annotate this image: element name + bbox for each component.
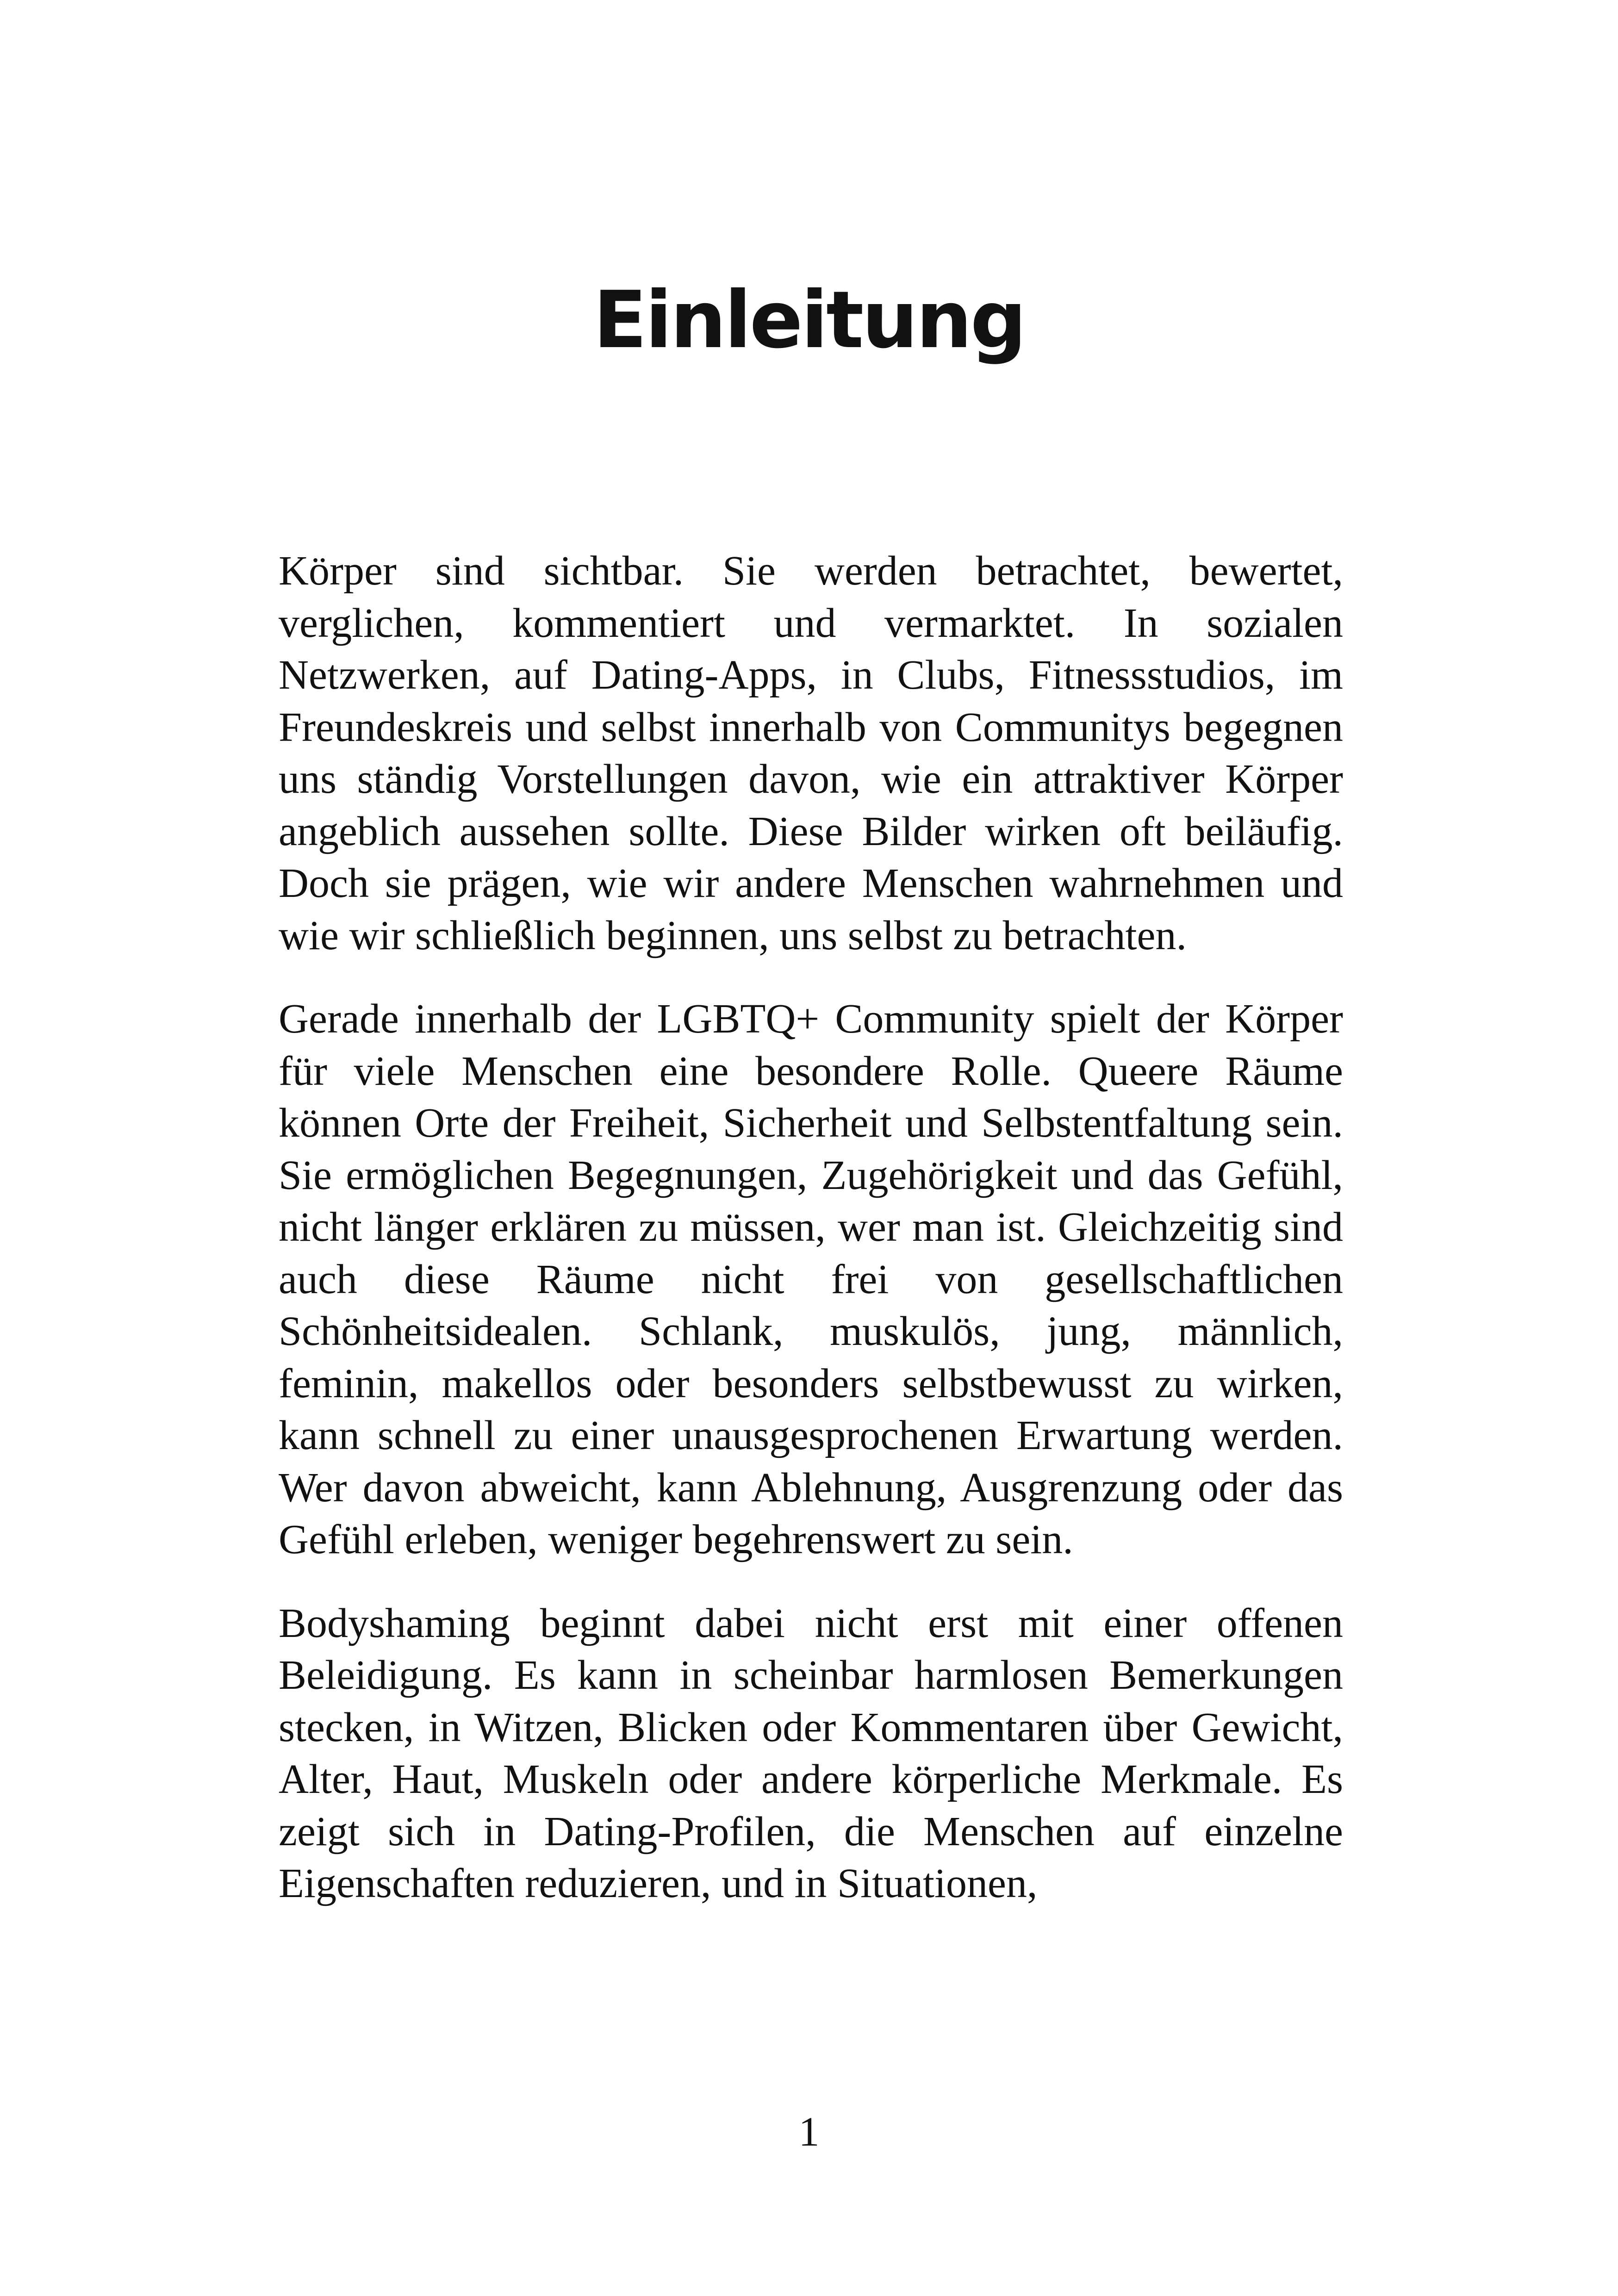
paragraph: Körper sind sichtbar. Sie werden betrachtet, bewertet, verglichen, kommentiert und vermarktet. In sozialen Netzwerken, auf Dating-Apps, in Clubs, Fitnessstudios, im Freundeskreis und selbst innerhalb von Communitys begegnen uns ständig Vorstellungen davon, wie ein attraktiver Körper angeblich aussehen sollte. Diese Bilder wirken oft beiläufig. Doch sie prägen, wie wir andere Menschen wahrnehmen und wie wir schließlich beginnen, uns selbst zu betrachten. — [279, 548, 1343, 958]
page-number: 1 — [798, 2109, 820, 2155]
paragraph: Bodyshaming beginnt dabei nicht erst mit einer offenen Beleidigung. Es kann in scheinbar harmlosen Bemerkungen stecken, in Witzen, Blicken oder Kommentaren über Gewicht, Alter, Haut, Muskeln oder andere körperliche Merkmale. Es zeigt sich in Dating-Profilen, die Menschen auf einzelne Eigenschaften reduzieren, und in Situationen, — [279, 1600, 1343, 1906]
body-text — [279, 545, 1343, 1941]
paragraph: Gerade innerhalb der LGBTQ+ Community spielt der Körper für viele Menschen eine besondere Rolle. Queere Räume können Orte der Freiheit, Sicherheit und Selbstentfaltung sein. Sie ermöglichen Begegnungen, Zugehörigkeit und das Gefühl, nicht länger erklären zu müssen, wer man ist. Gleichzeitig sind auch diese Räume nicht frei von gesellschaftlichen Schönheitsidealen. Schlank, muskulös, jung, männlich, feminin, makellos oder besonders selbstbewusst zu wirken, kann schnell zu einer unausgesprochenen Erwartung werden. Wer davon abweicht, kann Ablehnung, Ausgrenzung oder das Gefühl erleben, weniger begehrenswert zu sein. — [279, 996, 1343, 1562]
chapter-title: Einleitung — [593, 274, 1025, 366]
